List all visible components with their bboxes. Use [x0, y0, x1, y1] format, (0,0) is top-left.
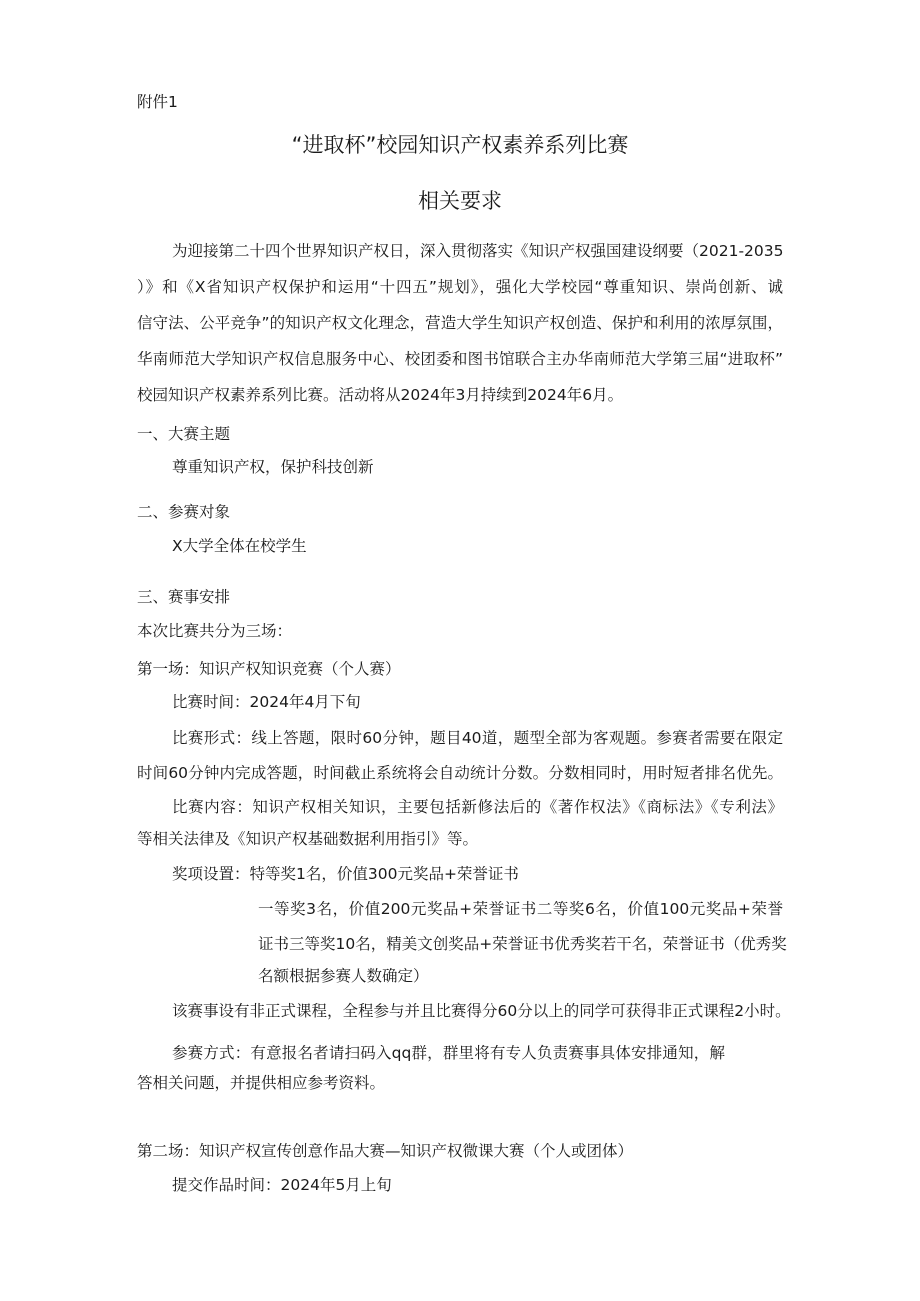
round1-signup-line: 参赛方式：有意报名者请扫码入qq群，群里将有专人负责赛事具体安排通知，解 — [172, 1044, 725, 1062]
round1-awards-line: 证书三等奖10名，精美文创奖品+荣誉证书优秀奖若干名，荣誉证书（优秀奖 — [258, 935, 787, 953]
schedule-intro: 本次比赛共分为三场： — [137, 622, 293, 640]
round1-content-line: 等相关法律及《知识产权基础数据利用指引》等。 — [137, 830, 479, 848]
intro-line: 信守法、公平竞争”的知识产权文化理念，营造大学生知识产权创造、保护和利用的浓厚氛围， — [137, 314, 783, 332]
document-title: “进取杯”校园知识产权素养系列比赛 — [291, 133, 629, 157]
round1-course-note: 该赛事设有非正式课程，全程参与并且比赛得分60分以上的同学可获得非正式课程2小时。 — [172, 1002, 791, 1020]
round1-awards-line: 一等奖3名，价值200元奖品+荣誉证书二等奖6名，价值100元奖品+荣誉 — [258, 900, 783, 918]
intro-line: ）》和《X省知识产权保护和运用“十四五”规划》，强化大学校园“尊重知识、崇尚创新、诚 — [137, 278, 783, 296]
round1-time: 比赛时间：2024年4月下旬 — [172, 693, 361, 711]
section-heading-theme: 一、大赛主题 — [137, 425, 231, 443]
round1-format-line: 比赛形式：线上答题，限时60分钟，题目40道，题型全部为客观题。参赛者需要在限定 — [172, 729, 783, 747]
round1-heading: 第一场：知识产权知识竞赛（个人赛） — [137, 660, 401, 678]
theme-content: 尊重知识产权，保护科技创新 — [172, 458, 374, 476]
section-heading-schedule: 三、赛事安排 — [137, 588, 231, 606]
round1-format-line: 时间60分钟内完成答题，时间截止系统将会自动统计分数。分数相同时，用时短者排名优先。 — [137, 764, 783, 782]
participants-content: X大学全体在校学生 — [172, 537, 307, 555]
intro-line: 校园知识产权素养系列比赛。活动将从2024年3月持续到2024年6月。 — [137, 386, 624, 404]
round1-awards-line: 奖项设置：特等奖1名，价值300元奖品+荣誉证书 — [172, 865, 519, 883]
round1-awards-line: 名额根据参赛人数确定） — [258, 967, 429, 985]
intro-line: 华南师范大学知识产权信息服务中心、校团委和图书馆联合主办华南师范大学第三届“进取杯” — [137, 350, 783, 368]
round2-submit-time: 提交作品时间：2024年5月上旬 — [172, 1176, 392, 1194]
document-subtitle: 相关要求 — [418, 189, 502, 213]
attachment-label: 附件1 — [137, 93, 178, 111]
round1-signup-line: 答相关问题，并提供相应参考资料。 — [137, 1074, 386, 1092]
section-heading-participants: 二、参赛对象 — [137, 503, 231, 521]
intro-line: 为迎接第二十四个世界知识产权日，深入贯彻落实《知识产权强国建设纲要（2021-2035 — [172, 242, 784, 260]
round1-content-line: 比赛内容：知识产权相关知识，主要包括新修法后的《著作权法》《商标法》《专利法》 — [172, 798, 783, 816]
round2-heading: 第二场：知识产权宣传创意作品大赛—知识产权微课大赛（个人或团体） — [137, 1142, 634, 1160]
